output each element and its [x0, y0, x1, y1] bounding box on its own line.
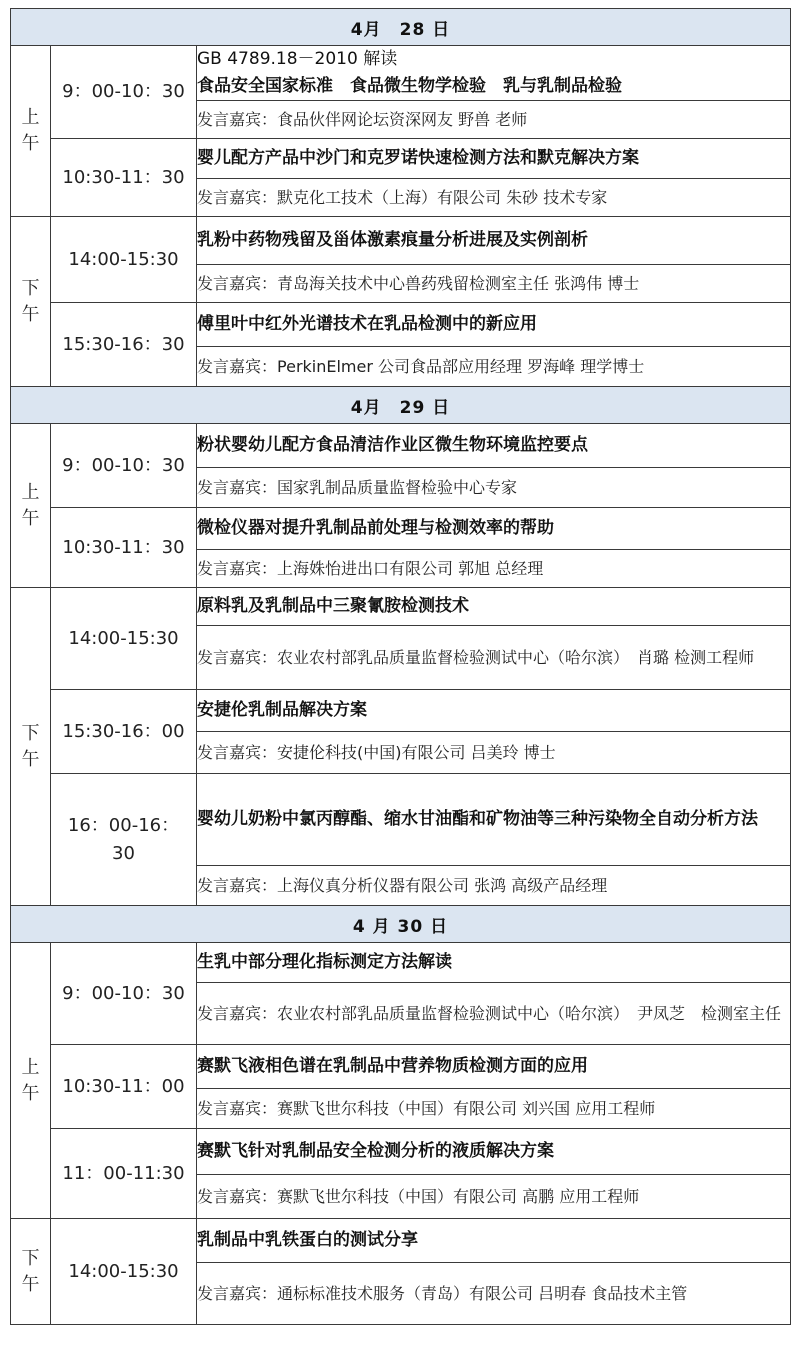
session-topic: 乳制品中乳铁蛋白的测试分享 — [197, 1219, 791, 1263]
day-header-row — [11, 9, 791, 46]
day-header-row — [11, 387, 791, 424]
session-speaker: 发言嘉宾：上海仪真分析仪器有限公司 张鸿 高级产品经理 — [197, 866, 791, 906]
day-header-row — [11, 906, 791, 943]
session-time: 9：00-10：30 — [51, 943, 197, 1045]
day-date: 4 月 30 日 — [11, 906, 791, 943]
session-time: 16：00-16：30 — [51, 774, 197, 906]
session-speaker: 发言嘉宾：上海姝怡进出口有限公司 郭旭 总经理 — [197, 550, 791, 588]
session-topic: 微检仪器对提升乳制品前处理与检测效率的帮助 — [197, 508, 791, 550]
session-time: 10:30-11：30 — [51, 139, 197, 217]
session-speaker: 发言嘉宾：赛默飞世尔科技（中国）有限公司 刘兴国 应用工程师 — [197, 1089, 791, 1129]
session-time: 14:00-15:30 — [51, 217, 197, 303]
session-topic: 赛默飞针对乳制品安全检测分析的液质解决方案 — [197, 1129, 791, 1175]
session-speaker: 发言嘉宾：农业农村部乳品质量监督检验测试中心（哈尔滨） 肖璐 检测工程师 — [197, 626, 791, 690]
session-topic: 原料乳及乳制品中三聚氰胺检测技术 — [197, 588, 791, 626]
session-topic: 安捷伦乳制品解决方案 — [197, 690, 791, 732]
period-label: 下 午 — [11, 588, 51, 906]
day-date: 4月 29 日 — [11, 387, 791, 424]
session-topic: 粉状婴幼儿配方食品清洁作业区微生物环境监控要点 — [197, 424, 791, 468]
session-speaker: 发言嘉宾：青岛海关技术中心兽药残留检测室主任 张鸿伟 博士 — [197, 265, 791, 303]
session-topic: 婴儿配方产品中沙门和克罗诺快速检测方法和默克解决方案 — [197, 139, 791, 179]
period-label: 上 午 — [11, 46, 51, 217]
session-speaker: 发言嘉宾：通标标准技术服务（青岛）有限公司 吕明春 食品技术主管 — [197, 1263, 791, 1325]
period-label: 上 午 — [11, 424, 51, 588]
session-topic: 赛默飞液相色谱在乳制品中营养物质检测方面的应用 — [197, 1045, 791, 1089]
session-time: 10:30-11：00 — [51, 1045, 197, 1129]
session-time: 14:00-15:30 — [51, 588, 197, 690]
session-speaker: 发言嘉宾：PerkinElmer 公司食品部应用经理 罗海峰 理学博士 — [197, 347, 791, 387]
session-topic: GB 4789.18－2010 解读 食品安全国家标准 食品微生物学检验 乳与乳制品检验 — [197, 46, 791, 101]
session-time: 9：00-10：30 — [51, 424, 197, 508]
session-time: 15:30-16：30 — [51, 303, 197, 387]
session-time: 14:00-15:30 — [51, 1219, 197, 1325]
session-topic: 乳粉中药物残留及甾体激素痕量分析进展及实例剖析 — [197, 217, 791, 265]
day-date: 4月 28 日 — [11, 9, 791, 46]
period-label: 上 午 — [11, 943, 51, 1219]
schedule-table — [10, 8, 791, 1325]
session-topic: 生乳中部分理化指标测定方法解读 — [197, 943, 791, 983]
session-time: 15:30-16：00 — [51, 690, 197, 774]
session-time: 10:30-11：30 — [51, 508, 197, 588]
session-speaker: 发言嘉宾：食品伙伴网论坛资深网友 野兽 老师 — [197, 101, 791, 139]
session-topic: 婴幼儿奶粉中氯丙醇酯、缩水甘油酯和矿物油等三种污染物全自动分析方法 — [197, 774, 791, 866]
period-label: 下 午 — [11, 1219, 51, 1325]
session-speaker: 发言嘉宾：赛默飞世尔科技（中国）有限公司 高鹏 应用工程师 — [197, 1175, 791, 1219]
session-time: 9：00-10：30 — [51, 46, 197, 139]
session-speaker: 发言嘉宾：默克化工技术（上海）有限公司 朱砂 技术专家 — [197, 179, 791, 217]
period-label: 下 午 — [11, 217, 51, 387]
session-speaker: 发言嘉宾：国家乳制品质量监督检验中心专家 — [197, 468, 791, 508]
session-time: 11：00-11:30 — [51, 1129, 197, 1219]
session-topic: 傅里叶中红外光谱技术在乳品检测中的新应用 — [197, 303, 791, 347]
session-speaker: 发言嘉宾：农业农村部乳品质量监督检验测试中心（哈尔滨） 尹凤芝 检测室主任 — [197, 983, 791, 1045]
session-speaker: 发言嘉宾：安捷伦科技(中国)有限公司 吕美玲 博士 — [197, 732, 791, 774]
